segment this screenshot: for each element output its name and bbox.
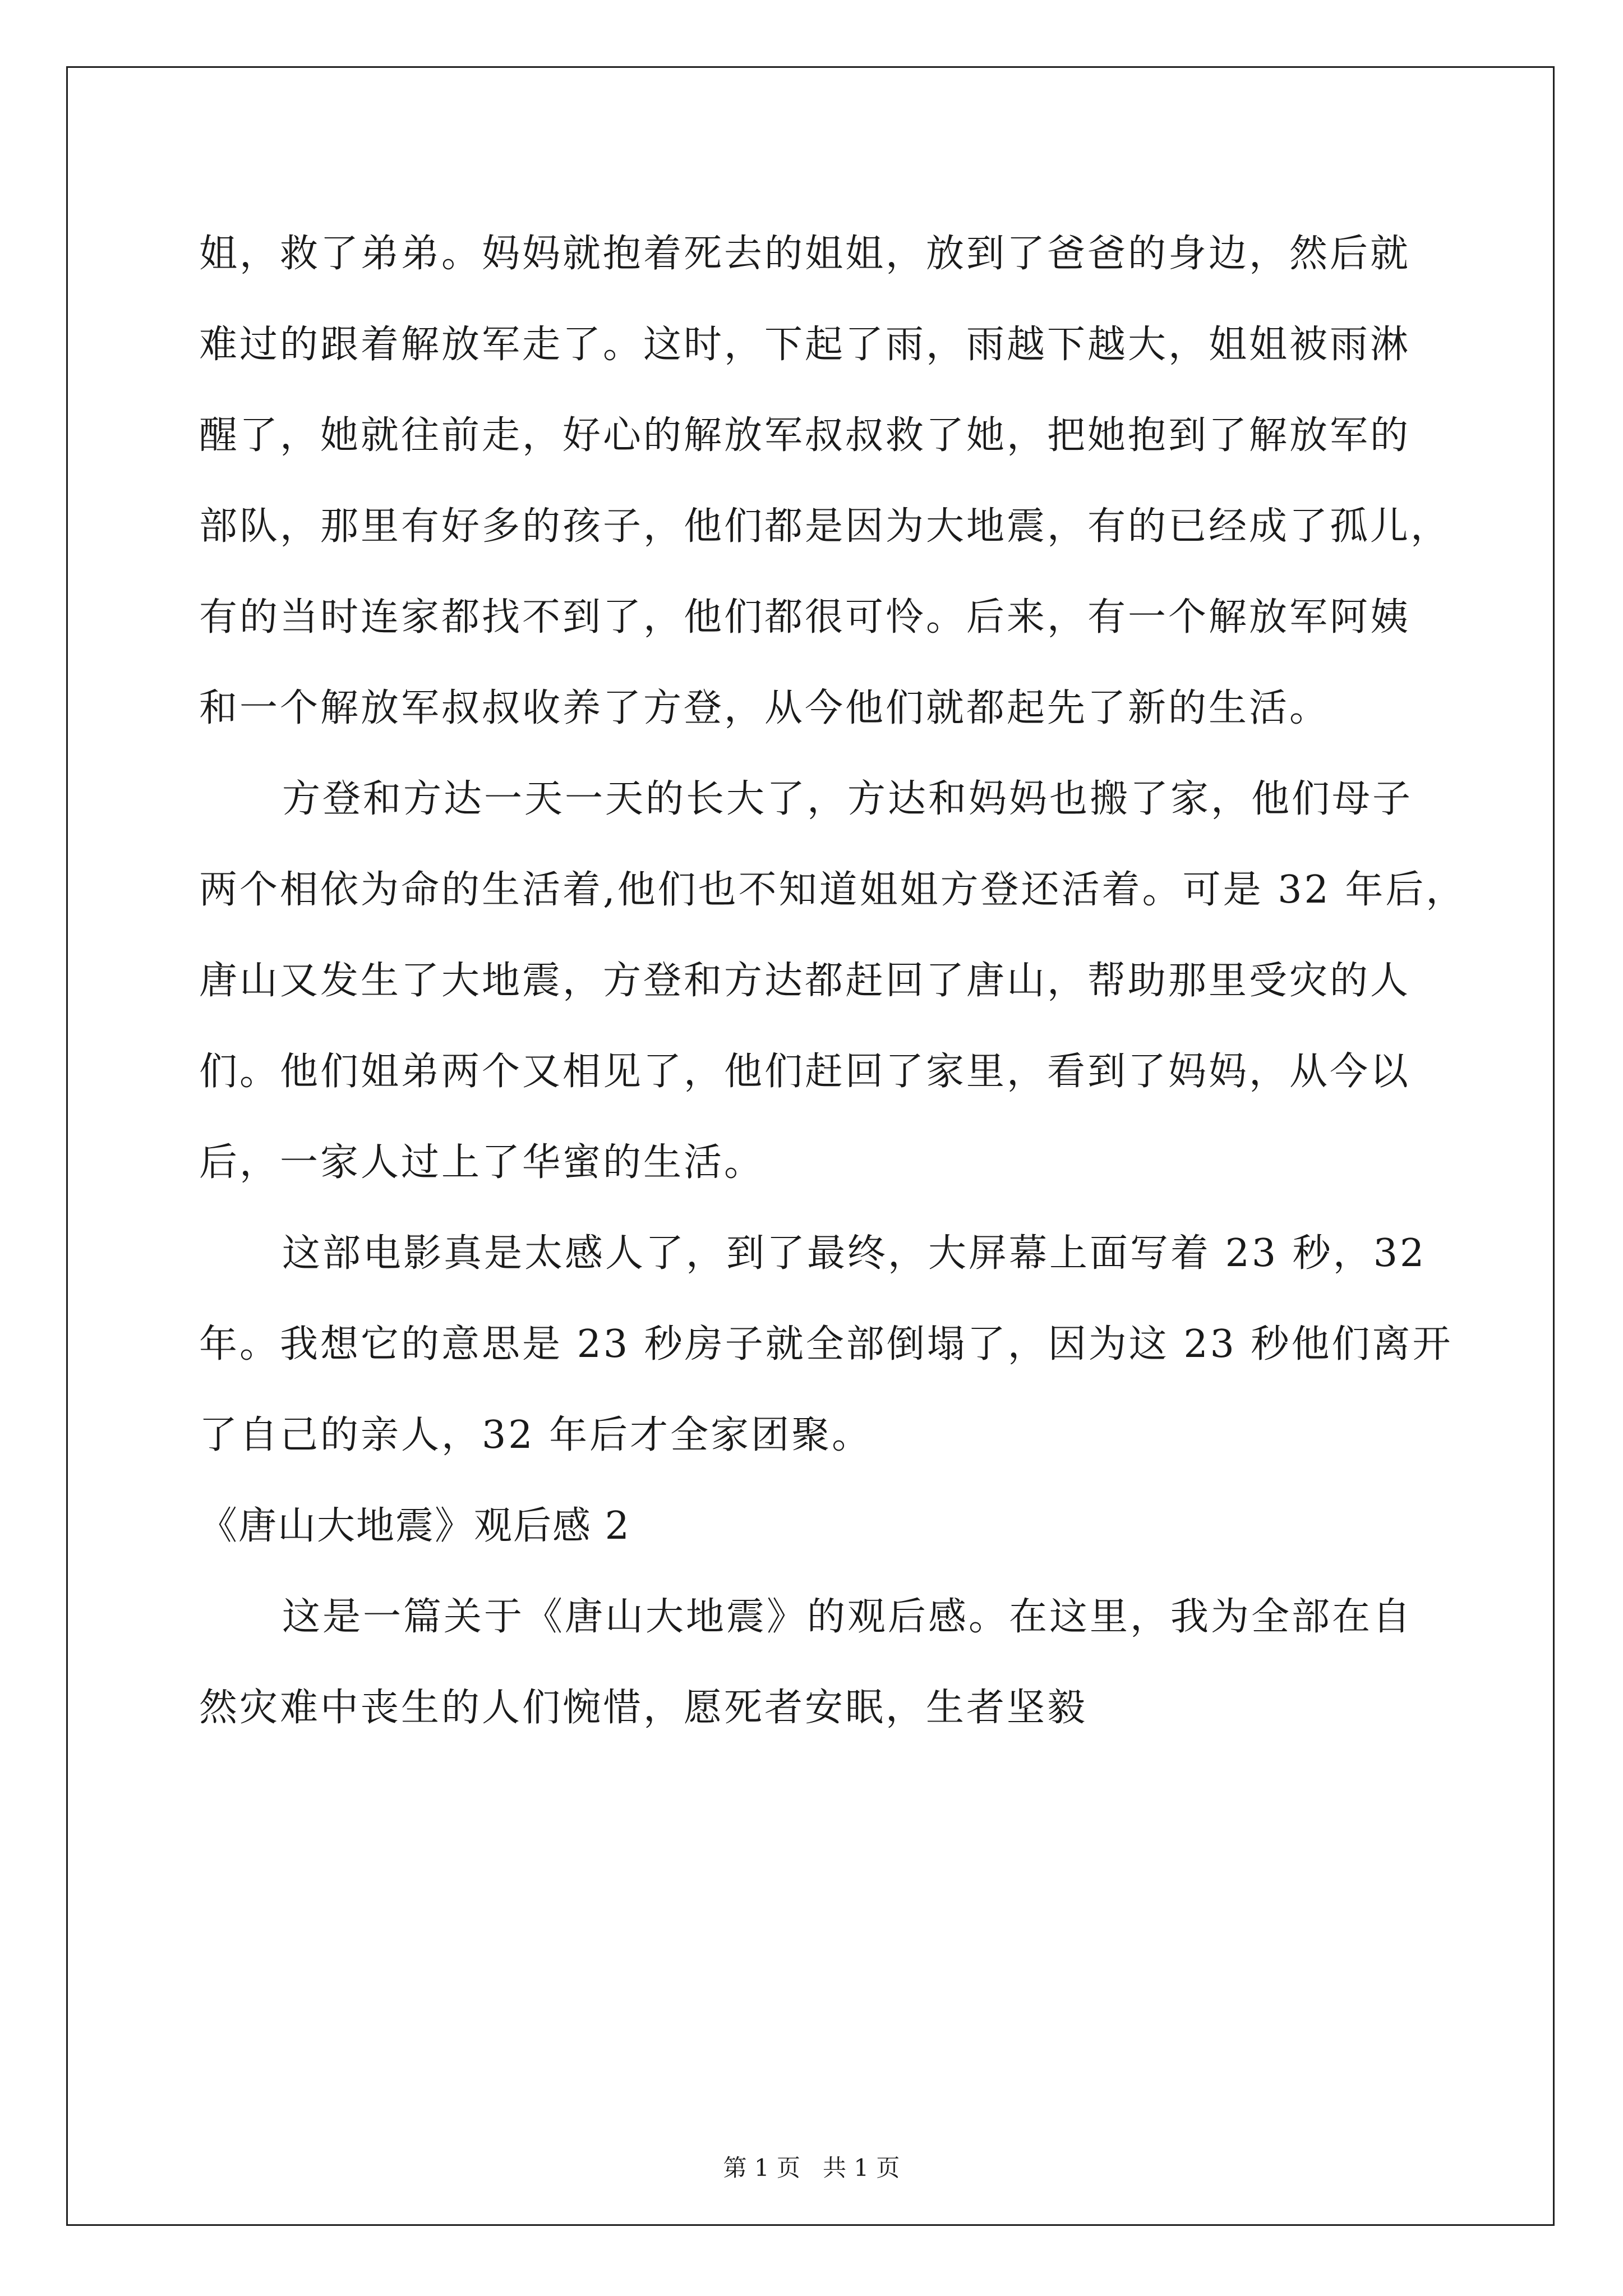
text-line: 和一个解放军叔叔收养了方登，从今他们就都起先了新的生活。: [199, 686, 1330, 730]
page-footer: [0, 2151, 1623, 2185]
document-body: [199, 209, 1467, 1754]
text-line: 年。我想它的意思是 23 秒房子就全部倒塌了，因为这 23 秒他们离开: [199, 1322, 1453, 1366]
page-number: 第 1 页: [723, 2154, 800, 2182]
text-line: 有的当时连家都找不到了，他们都很可怜。后来，有一个解放军阿姨: [199, 595, 1411, 639]
text-line: 两个相依为命的生活着,他们也不知道姐姐方登还活着。可是 32 年后，: [199, 868, 1467, 912]
text-line: 醒了，她就往前走，好心的解放军叔叔救了她，把她抱到了解放军的: [199, 413, 1411, 458]
page-total: 共 1 页: [823, 2154, 900, 2182]
text-line: 们。他们姐弟两个又相见了，他们赶回了家里，看到了妈妈，从今以: [199, 1050, 1411, 1094]
text-line: 了自己的亲人，32 年后才全家团聚。: [199, 1413, 873, 1457]
paragraph-start-line: 方登和方达一天一天的长大了，方达和妈妈也搬了家，他们母子: [282, 777, 1413, 821]
text-line: 部队，那里有好多的孩子，他们都是因为大地震，有的已经成了孤儿，: [199, 504, 1451, 549]
paragraph-start-line: 这是一篇关于《唐山大地震》的观后感。在这里，我为全部在自: [282, 1595, 1413, 1639]
text-line: 然灾难中丧生的人们惋惜，愿死者安眠，生者坚毅: [199, 1686, 1088, 1730]
text-line: 难过的跟着解放军走了。这时，下起了雨，雨越下越大，姐姐被雨淋: [199, 323, 1411, 367]
text-line: 姐，救了弟弟。妈妈就抱着死去的姐姐，放到了爸爸的身边，然后就: [199, 232, 1411, 276]
text-line: 唐山又发生了大地震，方登和方达都赶回了唐山，帮助那里受灾的人: [199, 959, 1411, 1003]
section-heading: 《唐山大地震》观后感 2: [199, 1504, 630, 1548]
paragraph-start-line: 这部电影真是太感人了，到了最终，大屏幕上面写着 23 秒，32: [282, 1231, 1427, 1276]
text-line: 后，一家人过上了华蜜的生活。: [199, 1140, 765, 1185]
